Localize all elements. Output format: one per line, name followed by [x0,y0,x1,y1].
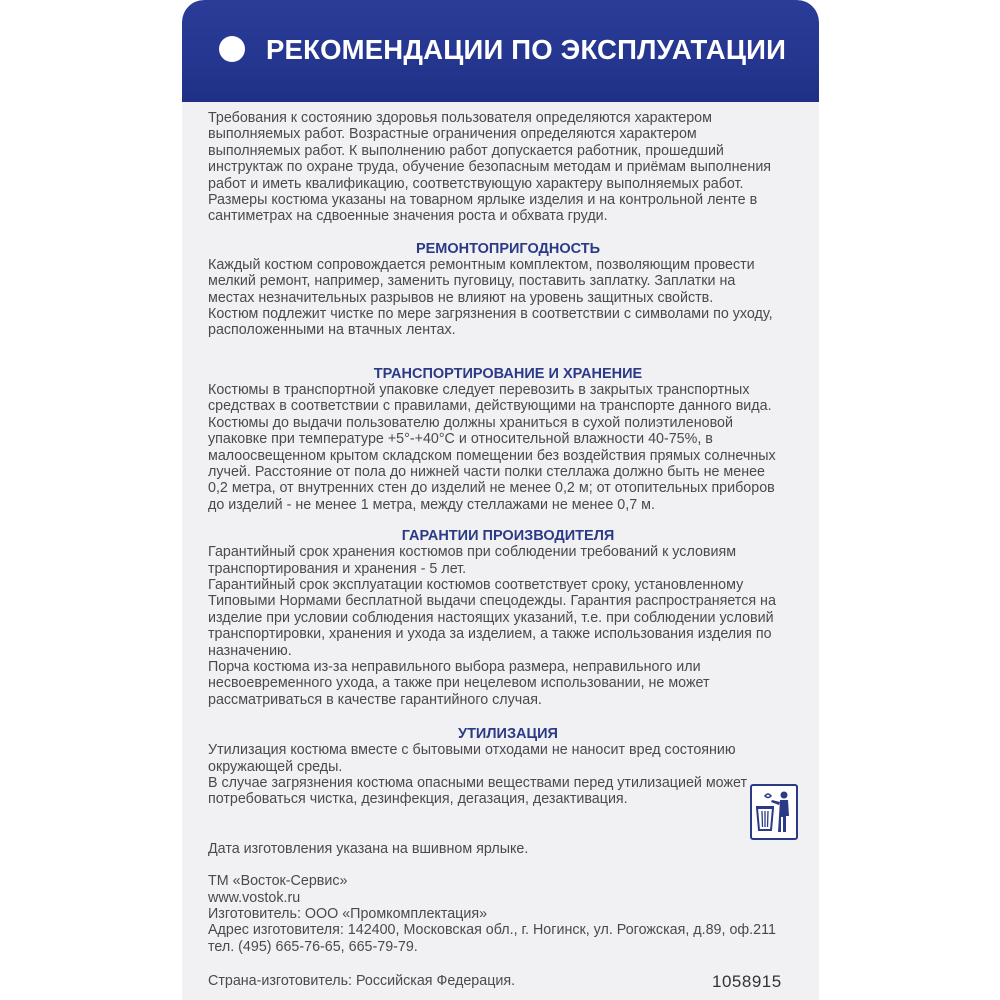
section-line: потребоваться чистка, дезинфекция, дегазация, дезактивация. [208,791,628,808]
section-line: транспортирования и хранения - 5 лет. [208,560,467,577]
header-band [182,0,819,102]
serial-number: 1058915 [712,972,782,991]
section-line: Гарантийный срок эксплуатации костюмов соответствует сроку, установленному [208,576,744,593]
page-title: РЕКОМЕНДАЦИИ ПО ЭКСПЛУАТАЦИИ [266,34,787,65]
section-repairability [208,241,808,339]
intro-block [208,110,808,225]
section-disposal [208,726,808,808]
section-line: малоосвещенном крытом складском помещении без воздействия прямых солнечных [208,447,776,464]
intro-line: выполняемых работ. К выполнению работ допускается работник, прошедший [208,142,724,159]
manufacture-date-note: Дата изготовления указана на вшивном ярлыке. [208,840,529,857]
contact-line: Адрес изготовителя: 142400, Московская обл., г. Ногинск, ул. Рогожская, д.89, оф.211 [208,922,776,939]
section-line: окружающей среды. [208,758,343,775]
section-line: Костюм подлежит чистке по мере загрязнения в соответствии с символами по уходу, [208,306,773,323]
section-line: 0,2 метра, от внутренних стен до изделий не менее 0,2 м; от отопительных приборов [208,480,775,497]
instruction-card [182,0,819,1000]
section-line: Утилизация костюма вместе с бытовыми отходами не наносит вред состоянию [208,742,736,759]
section-line: назначению. [208,642,292,659]
section-line: Типовыми Нормами бесплатной выдачи спецодежды. Гарантия распространяется на [208,593,776,610]
contact-line: www.vostok.ru [208,889,301,906]
section-warranty [208,528,808,708]
section-line: Гарантийный срок хранения костюмов при соблюдении требований к условиям [208,544,737,561]
intro-line: выполняемых работ. Возрастные ограничения определяются характером [208,126,697,143]
contact-line: ТМ «Восток-Сервис» [208,873,348,890]
section-heading: УТИЛИЗАЦИЯ [458,726,558,743]
section-line: до изделий - не менее 1 метра, между стеллажами не менее 0,7 м. [208,496,655,513]
section-line: мелкий ремонт, например, заменить пуговицу, поставить заплатку. Заплатки на [208,273,736,290]
section-line: изделие при условии соблюдения настоящих указаний, т.е. при соблюдении условий [208,609,774,626]
section-heading: ГАРАНТИИ ПРОИЗВОДИТЕЛЯ [401,528,615,545]
intro-line: Размеры костюма указаны на товарном ярлыке изделия и на контрольной ленте в [208,192,758,209]
section-heading: ТРАНСПОРТИРОВАНИЕ И ХРАНЕНИЕ [373,365,643,382]
intro-line: инструктаж по охране труда, обучение безопасным методам и приёмам выполнения [208,159,772,176]
intro-line: работ и иметь квалификацию, соответствующую характеру выполняемых работ. [208,175,744,192]
section-line: В случае загрязнения костюма опасными веществами перед утилизацией может [208,775,748,791]
section-line: Каждый костюм сопровождается ремонтным комплектом, позволяющим провести [208,256,755,273]
contact-line: Изготовитель: ООО «Промкомплектация» [208,906,488,923]
section-line: несвоевременного ухода, а также при нецелевом использовании, не может [208,675,710,692]
section-line: Костюмы до выдачи пользователю должны храниться в сухой полиэтиленовой [208,414,733,431]
section-line: местах незначительных разрывов не влияют на уровень защитных свойств. [208,289,714,306]
section-heading: РЕМОНТОПРИГОДНОСТЬ [415,240,601,257]
contact-line: тел. (495) 665-76-65, 665-79-79. [208,938,418,955]
section-line: упаковке при температуре +5°-+40°С и относительной влажности 40-75%, в [208,431,713,448]
content [208,110,808,990]
section-transport [208,366,808,513]
section-line: транспортировки, хранения и ухода за изделием, а также использования изделия по [208,626,772,643]
section-line: Порча костюма из-за неправильного выбора размера, неправильного или [208,658,701,675]
section-line: средствах в соответствии с правилами, действующими на транспорте данного вида. [208,398,772,415]
contacts-block [208,873,808,955]
section-line: рассматриваться в качестве гарантийного случая. [208,691,542,708]
section-line: расположенными на втачных лентах. [208,322,456,339]
section-line: лучей. Расстояние от пола до нижней части полки стеллажа должно быть не менее [208,463,765,480]
intro-line: Требования к состоянию здоровья пользователя определяются характером [208,110,712,126]
section-line: Костюмы в транспортной упаковке следует перевозить в закрытых транспортных [208,381,750,398]
hanger-hole [219,36,245,62]
trash-bin-person-icon [750,784,798,840]
intro-line: сантиметрах на сдвоенные значения роста и обхвата груди. [208,208,608,225]
country-of-origin: Страна-изготовитель: Российская Федерация. [208,973,516,990]
